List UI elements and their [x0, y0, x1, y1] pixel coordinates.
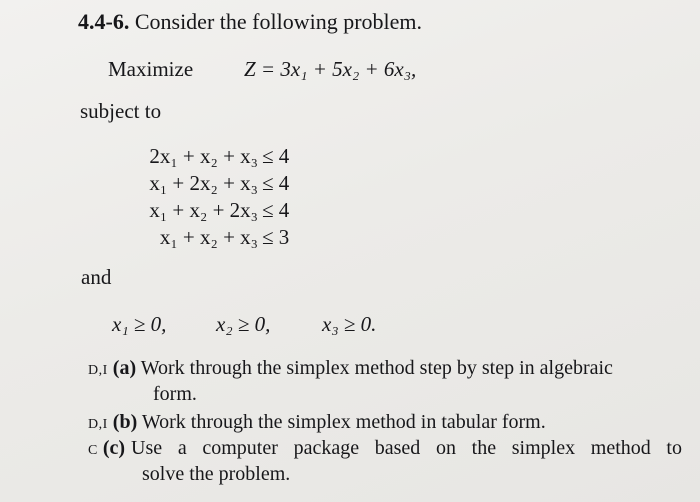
problem-intro: Consider the following problem. [134, 9, 423, 34]
objective-function: Z = 3x₁ + 5x₂ + 6x₃, [244, 57, 417, 81]
part-a-label: (a) [112, 357, 137, 379]
constraint-1-rhs: ≤ 4 [262, 144, 290, 168]
constraint-2-lhs: x₁ + 2x₂ + x₃ [149, 171, 258, 195]
part-b [88, 411, 546, 434]
part-a-text-continued: form. [153, 383, 197, 405]
problem-heading [78, 9, 422, 35]
objective-keyword: Maximize [108, 57, 194, 81]
constraint-2-rhs: ≤ 4 [262, 171, 290, 195]
problem-number: 4.4-6. [78, 9, 130, 34]
part-a-text: Work through the simplex method step by step in algebraic [140, 357, 613, 379]
part-c [88, 437, 682, 460]
constraint-3-rhs: ≤ 4 [262, 198, 290, 222]
part-c-text: Use a computer package based on the simplex method to [131, 437, 682, 459]
part-b-text: Work through the simplex method in tabular form. [141, 411, 546, 433]
part-a [88, 357, 613, 380]
and-label: and [81, 265, 112, 289]
part-c-tag: C [88, 443, 98, 458]
part-a-tag: D,I [88, 363, 108, 378]
constraint-4-lhs: x₁ + x₂ + x₃ [159, 225, 258, 249]
constraint-1-lhs: 2x₁ + x₂ + x₃ [149, 144, 258, 168]
constraint-3-lhs: x₁ + x₂ + 2x₃ [149, 198, 258, 222]
part-c-text-continued: solve the problem. [142, 463, 291, 485]
nonnegativity-x1: x₁ ≥ 0, [112, 312, 167, 336]
nonnegativity-x2: x₂ ≥ 0, [216, 312, 271, 336]
nonnegativity-x3: x₃ ≥ 0. [322, 312, 377, 336]
part-b-label: (b) [112, 411, 138, 433]
subject-to-label: subject to [80, 99, 162, 123]
constraint-4-rhs: ≤ 3 [262, 225, 290, 249]
part-c-label: (c) [102, 437, 126, 459]
part-b-tag: D,I [88, 417, 108, 432]
